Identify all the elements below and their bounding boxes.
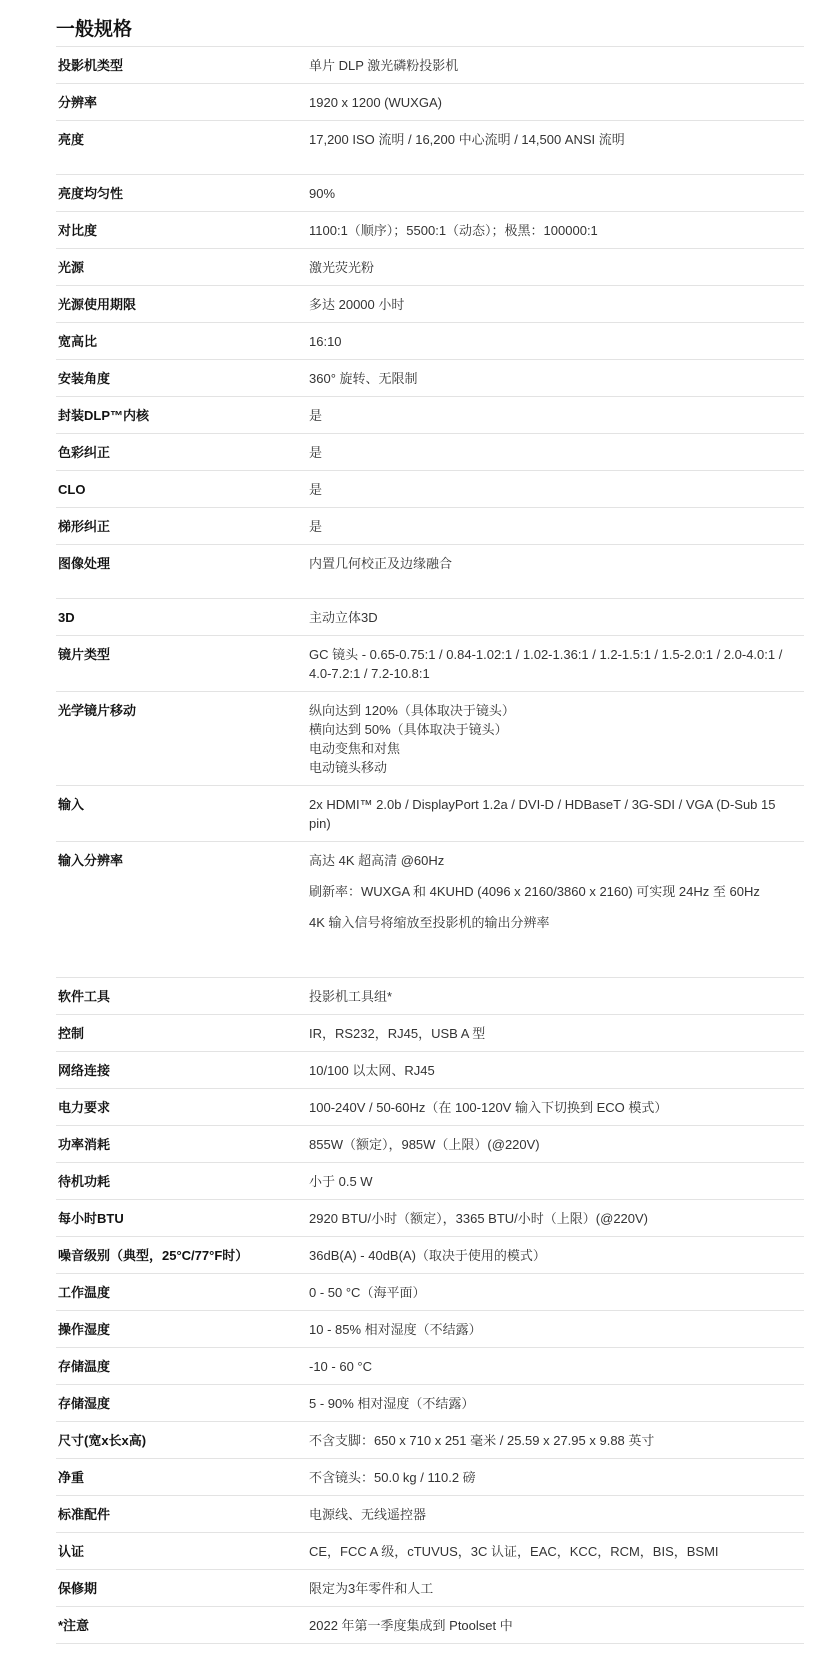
table-row <box>56 508 804 545</box>
spec-label: 分辨率 <box>56 84 309 121</box>
spec-label: 封装DLP™内核 <box>56 397 309 434</box>
table-row <box>56 1237 804 1274</box>
table-row <box>56 249 804 286</box>
spec-label: 光源 <box>56 249 309 286</box>
spec-value <box>309 842 804 978</box>
spec-label: 操作湿度 <box>56 1311 309 1348</box>
spec-label: 控制 <box>56 1015 309 1052</box>
spec-value: 多达 20000 小时 <box>309 286 804 323</box>
table-row <box>56 1052 804 1089</box>
spec-value: 不含支脚：650 x 710 x 251 毫米 / 25.59 x 27.95 x 9.88 英寸 <box>309 1422 804 1459</box>
table-row <box>56 1459 804 1496</box>
spec-label: 工作温度 <box>56 1274 309 1311</box>
table-row <box>56 1126 804 1163</box>
spec-value: 10 - 85% 相对湿度（不结露） <box>309 1311 804 1348</box>
table-row <box>56 1163 804 1200</box>
spec-label: 图像处理 <box>56 545 309 599</box>
spec-label: 安装角度 <box>56 360 309 397</box>
spec-value: 1100:1（顺序）；5500:1（动态）；极黑：100000:1 <box>309 212 804 249</box>
spec-label: 电力要求 <box>56 1089 309 1126</box>
spec-label: 待机功耗 <box>56 1163 309 1200</box>
table-row <box>56 786 804 842</box>
table-row <box>56 1607 804 1644</box>
table-row <box>56 1385 804 1422</box>
spec-value: 100-240V / 50-60Hz（在 100-120V 输入下切换到 ECO 模式） <box>309 1089 804 1126</box>
table-row <box>56 1570 804 1607</box>
spec-label: 认证 <box>56 1533 309 1570</box>
spec-value: CE，FCC A 级，cTUVUS，3C 认证，EAC，KCC，RCM，BIS，BSMI <box>309 1533 804 1570</box>
spec-value: 16:10 <box>309 323 804 360</box>
spec-value: 855W（额定），985W（上限）(@220V) <box>309 1126 804 1163</box>
spec-value: 激光荧光粉 <box>309 249 804 286</box>
spec-value: 不含镜头：50.0 kg / 110.2 磅 <box>309 1459 804 1496</box>
spec-value: 2022 年第一季度集成到 Ptoolset 中 <box>309 1607 804 1644</box>
table-row <box>56 471 804 508</box>
spec-value: 0 - 50 °C（海平面） <box>309 1274 804 1311</box>
spec-value: 1920 x 1200 (WUXGA) <box>309 84 804 121</box>
spec-value-line: 电动镜头移动 <box>309 760 388 775</box>
table-row <box>56 1422 804 1459</box>
table-row <box>56 692 804 786</box>
table-row <box>56 84 804 121</box>
table-row <box>56 1200 804 1237</box>
table-row <box>56 1348 804 1385</box>
table-row <box>56 360 804 397</box>
table-row <box>56 286 804 323</box>
spec-value: 电源线、无线遥控器 <box>309 1496 804 1533</box>
table-row <box>56 1496 804 1533</box>
spec-label: 3D <box>56 599 309 636</box>
table-row <box>56 212 804 249</box>
spec-label: 功率消耗 <box>56 1126 309 1163</box>
spec-label: 软件工具 <box>56 978 309 1015</box>
spec-label: 存储湿度 <box>56 1385 309 1422</box>
spec-value-line: 纵向达到 120%（具体取决于镜头） <box>309 703 515 718</box>
spec-value <box>309 692 804 786</box>
spec-value: -10 - 60 °C <box>309 1348 804 1385</box>
spec-label: *注意 <box>56 1607 309 1644</box>
spec-label: 光学镜片移动 <box>56 692 309 786</box>
spec-label: 标准配件 <box>56 1496 309 1533</box>
table-row <box>56 978 804 1015</box>
spec-value: 限定为3年零件和人工 <box>309 1570 804 1607</box>
spec-table-body <box>56 47 804 1644</box>
table-row <box>56 545 804 599</box>
spec-value: 2x HDMI™ 2.0b / DisplayPort 1.2a / DVI-D / HDBaseT / 3G-SDI / VGA (D-Sub 15 pin) <box>309 786 804 842</box>
spec-value: 是 <box>309 471 804 508</box>
spec-label: 亮度 <box>56 121 309 175</box>
spec-label: 亮度均匀性 <box>56 175 309 212</box>
spec-label: 镜片类型 <box>56 636 309 692</box>
spec-label: 输入分辨率 <box>56 842 309 978</box>
spec-table <box>56 46 804 1644</box>
spec-label: 投影机类型 <box>56 47 309 84</box>
spec-label: 输入 <box>56 786 309 842</box>
spec-value-line: 横向达到 50%（具体取决于镜头） <box>309 722 508 737</box>
spec-value: 360° 旋转、无限制 <box>309 360 804 397</box>
spec-label: 宽高比 <box>56 323 309 360</box>
table-row <box>56 121 804 175</box>
spec-label: 噪音级别（典型，25°C/77°F时） <box>56 1237 309 1274</box>
table-row <box>56 175 804 212</box>
table-row <box>56 1015 804 1052</box>
spec-label: 梯形纠正 <box>56 508 309 545</box>
spec-label: 净重 <box>56 1459 309 1496</box>
spec-value: 17,200 ISO 流明 / 16,200 中心流明 / 14,500 ANSI 流明 <box>309 121 804 175</box>
table-row <box>56 434 804 471</box>
spec-value: 2920 BTU/小时（额定），3365 BTU/小时（上限）(@220V) <box>309 1200 804 1237</box>
spec-value: 10/100 以太网、RJ45 <box>309 1052 804 1089</box>
table-row <box>56 1274 804 1311</box>
spec-value: 单片 DLP 激光磷粉投影机 <box>309 47 804 84</box>
spec-label: 存储温度 <box>56 1348 309 1385</box>
spec-label: 色彩纠正 <box>56 434 309 471</box>
spec-label: 每小时BTU <box>56 1200 309 1237</box>
table-row <box>56 1311 804 1348</box>
table-row <box>56 397 804 434</box>
spec-value: 小于 0.5 W <box>309 1163 804 1200</box>
spec-label: 光源使用期限 <box>56 286 309 323</box>
spec-value: 是 <box>309 397 804 434</box>
table-row <box>56 323 804 360</box>
table-row <box>56 1089 804 1126</box>
spec-label: 网络连接 <box>56 1052 309 1089</box>
spec-label: 尺寸(宽x长x高) <box>56 1422 309 1459</box>
spec-value: 36dB(A) - 40dB(A)（取决于使用的模式） <box>309 1237 804 1274</box>
spec-value-para: 4K 输入信号将缩放至投影机的输出分辨率 <box>309 915 550 930</box>
spec-value-para: 高达 4K 超高清 @60Hz <box>309 853 445 868</box>
spec-value: IR，RS232，RJ45，USB A 型 <box>309 1015 804 1052</box>
spec-value: 90% <box>309 175 804 212</box>
spec-label: CLO <box>56 471 309 508</box>
table-row <box>56 47 804 84</box>
spec-value-line: 电动变焦和对焦 <box>309 741 401 756</box>
spec-label: 保修期 <box>56 1570 309 1607</box>
table-row <box>56 1533 804 1570</box>
spec-value: 投影机工具组* <box>309 978 804 1015</box>
table-row <box>56 636 804 692</box>
spec-value-para: 刷新率：WUXGA 和 4KUHD (4096 x 2160/3860 x 2160) 可实现 24Hz 至 60Hz <box>309 884 760 899</box>
spec-value: 5 - 90% 相对湿度（不结露） <box>309 1385 804 1422</box>
page-title: 一般规格 <box>56 19 133 40</box>
table-row <box>56 599 804 636</box>
spec-value: 是 <box>309 434 804 471</box>
spec-value: 是 <box>309 508 804 545</box>
spec-value: 内置几何校正及边缘融合 <box>309 545 804 599</box>
spec-value: GC 镜头 - 0.65-0.75:1 / 0.84-1.02:1 / 1.02-1.36:1 / 1.2-1.5:1 / 1.5-2.0:1 / 2.0-4.0:1 / 4.0-7.2:1 / 7.2-10.8:1 <box>309 636 804 692</box>
table-row <box>56 842 804 978</box>
spec-value: 主动立体3D <box>309 599 804 636</box>
spec-label: 对比度 <box>56 212 309 249</box>
